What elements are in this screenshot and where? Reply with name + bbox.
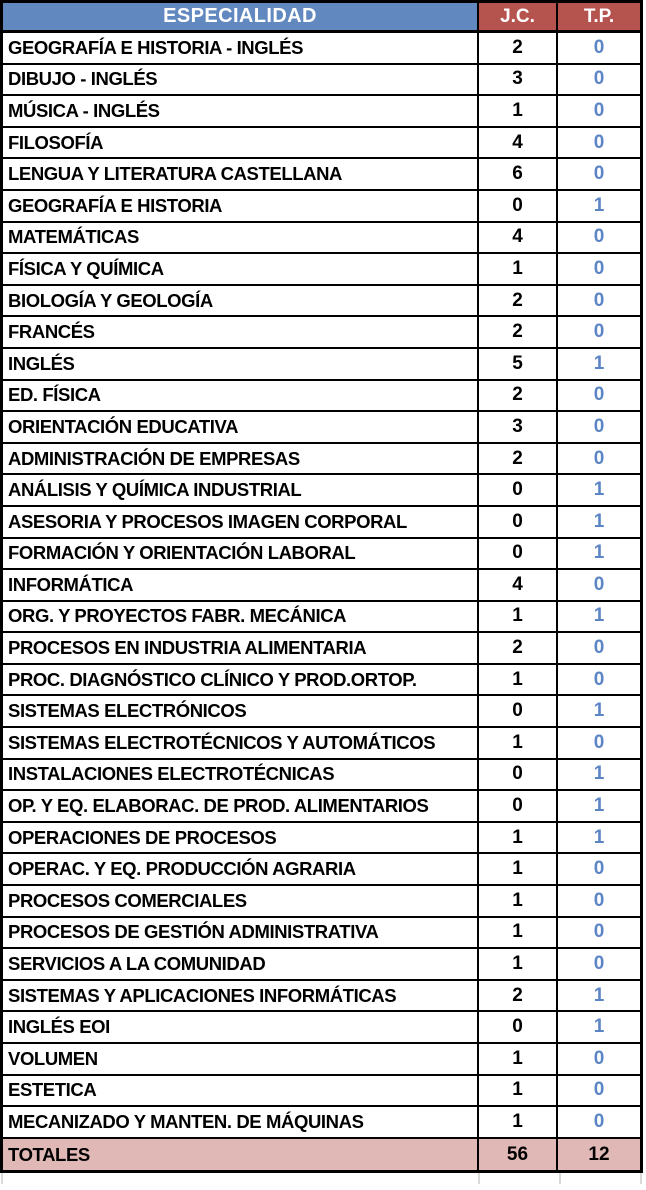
- row-label: ANÁLISIS Y QUÍMICA INDUSTRIAL: [3, 475, 479, 507]
- tp-value: 0: [558, 128, 640, 160]
- table-grid: [3, 3, 640, 1170]
- tp-value: 0: [558, 65, 640, 97]
- row-label: INFORMÁTICA: [3, 570, 479, 602]
- row-label: ASESORIA Y PROCESOS IMAGEN CORPORAL: [3, 507, 479, 539]
- row-label: OPERAC. Y EQ. PRODUCCIÓN AGRARIA: [3, 854, 479, 886]
- jc-value: 1: [479, 854, 558, 886]
- jc-value: 4: [479, 223, 558, 255]
- tp-value: 0: [558, 854, 640, 886]
- tp-value: 0: [558, 444, 640, 476]
- row-label: PROCESOS COMERCIALES: [3, 886, 479, 918]
- gridline-stub-right: [640, 1173, 642, 1184]
- row-label: SERVICIOS A LA COMUNIDAD: [3, 949, 479, 981]
- tp-value: 1: [558, 760, 640, 792]
- jc-value: 1: [479, 665, 558, 697]
- tp-value: 0: [558, 665, 640, 697]
- column-header-jc: J.C.: [479, 3, 558, 33]
- jc-value: 0: [479, 539, 558, 571]
- tp-value: 0: [558, 1044, 640, 1076]
- row-label: FILOSOFÍA: [3, 128, 479, 160]
- jc-value: 0: [479, 191, 558, 223]
- jc-value: 2: [479, 981, 558, 1013]
- row-label: OPERACIONES DE PROCESOS: [3, 823, 479, 855]
- jc-value: 3: [479, 65, 558, 97]
- jc-value: 2: [479, 633, 558, 665]
- jc-value: 1: [479, 96, 558, 128]
- totals-jc-value: 56: [479, 1139, 558, 1171]
- totals-tp-value: 12: [558, 1139, 640, 1171]
- column-header-tp: T.P.: [558, 3, 640, 33]
- tp-value: 0: [558, 317, 640, 349]
- row-label: SISTEMAS ELECTROTÉCNICOS Y AUTOMÁTICOS: [3, 728, 479, 760]
- row-label: ORG. Y PROYECTOS FABR. MECÁNICA: [3, 602, 479, 634]
- row-label: PROCESOS EN INDUSTRIA ALIMENTARIA: [3, 633, 479, 665]
- jc-value: 0: [479, 696, 558, 728]
- jc-value: 1: [479, 602, 558, 634]
- tp-value: 1: [558, 475, 640, 507]
- jc-value: 0: [479, 760, 558, 792]
- row-label: SISTEMAS ELECTRÓNICOS: [3, 696, 479, 728]
- jc-value: 5: [479, 349, 558, 381]
- jc-value: 1: [479, 886, 558, 918]
- tp-value: 0: [558, 381, 640, 413]
- tp-value: 1: [558, 191, 640, 223]
- row-label: DIBUJO - INGLÉS: [3, 65, 479, 97]
- jc-value: 6: [479, 159, 558, 191]
- row-label: INSTALACIONES ELECTROTÉCNICAS: [3, 760, 479, 792]
- tp-value: 0: [558, 96, 640, 128]
- jc-value: 4: [479, 570, 558, 602]
- row-label: PROC. DIAGNÓSTICO CLÍNICO Y PROD.ORTOP.: [3, 665, 479, 697]
- tp-value: 0: [558, 728, 640, 760]
- tp-value: 1: [558, 602, 640, 634]
- tp-value: 0: [558, 223, 640, 255]
- jc-value: 1: [479, 823, 558, 855]
- tp-value: 1: [558, 1012, 640, 1044]
- row-label: FÍSICA Y QUÍMICA: [3, 254, 479, 286]
- row-label: BIOLOGÍA Y GEOLOGÍA: [3, 286, 479, 318]
- jc-value: 0: [479, 475, 558, 507]
- jc-value: 2: [479, 444, 558, 476]
- tp-value: 1: [558, 507, 640, 539]
- column-header-especialidad: ESPECIALIDAD: [3, 3, 479, 33]
- tp-value: 0: [558, 1076, 640, 1108]
- row-label: OP. Y EQ. ELABORAC. DE PROD. ALIMENTARIOS: [3, 791, 479, 823]
- gridline-stub-col-jc: [478, 1173, 480, 1184]
- row-label: GEOGRAFÍA E HISTORIA - INGLÉS: [3, 33, 479, 65]
- jc-value: 3: [479, 412, 558, 444]
- jc-value: 1: [479, 728, 558, 760]
- tp-value: 0: [558, 570, 640, 602]
- row-label: SISTEMAS Y APLICACIONES INFORMÁTICAS: [3, 981, 479, 1013]
- tp-value: 0: [558, 633, 640, 665]
- row-label: ORIENTACIÓN EDUCATIVA: [3, 412, 479, 444]
- row-label: INGLÉS: [3, 349, 479, 381]
- jc-value: 1: [479, 1076, 558, 1108]
- row-label: LENGUA Y LITERATURA CASTELLANA: [3, 159, 479, 191]
- tp-value: 0: [558, 918, 640, 950]
- tp-value: 0: [558, 949, 640, 981]
- jc-value: 1: [479, 918, 558, 950]
- tp-value: 1: [558, 981, 640, 1013]
- tp-value: 0: [558, 1107, 640, 1139]
- row-label: MATEMÁTICAS: [3, 223, 479, 255]
- jc-value: 1: [479, 1107, 558, 1139]
- row-label: ADMINISTRACIÓN DE EMPRESAS: [3, 444, 479, 476]
- row-label: FRANCÉS: [3, 317, 479, 349]
- tp-value: 0: [558, 886, 640, 918]
- row-label: MÚSICA - INGLÉS: [3, 96, 479, 128]
- jc-value: 0: [479, 507, 558, 539]
- tp-value: 1: [558, 349, 640, 381]
- row-label: VOLUMEN: [3, 1044, 479, 1076]
- totals-label: TOTALES: [3, 1139, 479, 1171]
- jc-value: 2: [479, 317, 558, 349]
- tp-value: 1: [558, 823, 640, 855]
- tp-value: 1: [558, 791, 640, 823]
- tp-value: 0: [558, 412, 640, 444]
- jc-value: 4: [479, 128, 558, 160]
- tp-value: 1: [558, 539, 640, 571]
- row-label: MECANIZADO Y MANTEN. DE MÁQUINAS: [3, 1107, 479, 1139]
- jc-value: 1: [479, 254, 558, 286]
- row-label: FORMACIÓN Y ORIENTACIÓN LABORAL: [3, 539, 479, 571]
- tp-value: 1: [558, 696, 640, 728]
- gridline-stub-col-tp: [559, 1173, 561, 1184]
- row-label: GEOGRAFÍA E HISTORIA: [3, 191, 479, 223]
- row-label: ESTETICA: [3, 1076, 479, 1108]
- jc-value: 1: [479, 1044, 558, 1076]
- tp-value: 0: [558, 33, 640, 65]
- tp-value: 0: [558, 286, 640, 318]
- jc-value: 0: [479, 1012, 558, 1044]
- jc-value: 1: [479, 949, 558, 981]
- jc-value: 0: [479, 791, 558, 823]
- tp-value: 0: [558, 254, 640, 286]
- row-label: ED. FÍSICA: [3, 381, 479, 413]
- row-label: INGLÉS EOI: [3, 1012, 479, 1044]
- gridline-stub-left: [1, 1173, 3, 1184]
- jc-value: 2: [479, 33, 558, 65]
- jc-value: 2: [479, 381, 558, 413]
- tp-value: 0: [558, 159, 640, 191]
- row-label: PROCESOS DE GESTIÓN ADMINISTRATIVA: [3, 918, 479, 950]
- jc-value: 2: [479, 286, 558, 318]
